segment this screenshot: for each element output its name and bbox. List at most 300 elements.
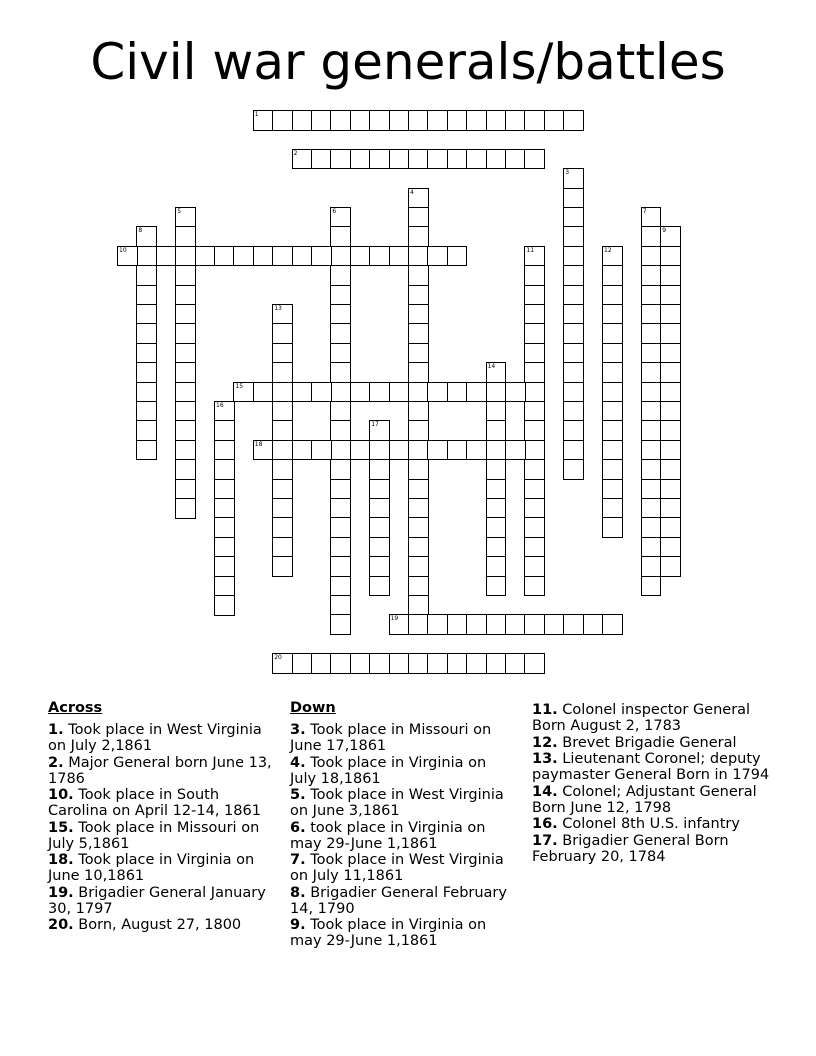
grid-cell[interactable] (136, 382, 157, 403)
grid-cell[interactable] (563, 362, 584, 383)
grid-cell[interactable] (660, 498, 681, 519)
grid-cell[interactable] (660, 246, 681, 267)
grid-cell[interactable] (214, 479, 235, 500)
grid-cell[interactable] (466, 614, 487, 635)
grid-cell[interactable] (272, 110, 293, 131)
grid-cell[interactable] (136, 362, 157, 383)
grid-cell[interactable] (486, 420, 507, 441)
grid-cell[interactable] (330, 420, 351, 441)
grid-cell[interactable] (272, 420, 293, 441)
grid-cell[interactable] (505, 110, 526, 131)
grid-cell[interactable] (272, 382, 293, 403)
grid-cell[interactable] (272, 304, 293, 325)
grid-cell[interactable] (563, 168, 584, 189)
grid-cell[interactable] (641, 226, 662, 247)
grid-cell[interactable] (408, 304, 429, 325)
grid-cell[interactable] (447, 149, 468, 170)
grid-cell[interactable] (660, 382, 681, 403)
grid-cell[interactable] (524, 110, 545, 131)
grid-cell[interactable] (311, 653, 332, 674)
grid-cell[interactable] (175, 285, 196, 306)
grid-cell[interactable] (292, 653, 313, 674)
grid-cell[interactable] (330, 323, 351, 344)
grid-cell[interactable] (350, 149, 371, 170)
grid-cell[interactable] (641, 382, 662, 403)
grid-cell[interactable] (524, 382, 545, 403)
grid-cell[interactable] (311, 149, 332, 170)
grid-cell[interactable] (602, 614, 623, 635)
grid-cell[interactable] (641, 246, 662, 267)
grid-cell[interactable] (660, 285, 681, 306)
grid-cell[interactable] (136, 226, 157, 247)
grid-cell[interactable] (602, 401, 623, 422)
clue-text: Brigadier General January 30, 1797 (48, 884, 266, 917)
grid-cell[interactable] (369, 459, 390, 480)
grid-cell[interactable] (524, 420, 545, 441)
grid-cell[interactable] (214, 517, 235, 538)
grid-cell[interactable] (408, 207, 429, 228)
grid-cell[interactable] (408, 537, 429, 558)
grid-cell[interactable] (486, 537, 507, 558)
grid-cell[interactable] (175, 265, 196, 286)
cell-number: 13 (274, 305, 282, 312)
grid-cell[interactable] (350, 246, 371, 267)
grid-cell[interactable] (486, 440, 507, 461)
grid-cell[interactable] (505, 440, 526, 461)
grid-cell[interactable] (272, 479, 293, 500)
grid-cell[interactable] (544, 110, 565, 131)
grid-cell[interactable] (175, 440, 196, 461)
grid-cell[interactable] (214, 440, 235, 461)
grid-cell[interactable] (330, 382, 351, 403)
grid-cell[interactable] (369, 537, 390, 558)
grid-cell[interactable] (175, 226, 196, 247)
grid-cell[interactable] (524, 498, 545, 519)
grid-cell[interactable] (486, 576, 507, 597)
grid-cell[interactable] (214, 246, 235, 267)
grid-cell[interactable] (447, 614, 468, 635)
grid-cell[interactable] (408, 479, 429, 500)
grid-cell[interactable] (330, 265, 351, 286)
grid-cell[interactable] (272, 537, 293, 558)
grid-cell[interactable] (524, 362, 545, 383)
grid-cell[interactable] (175, 323, 196, 344)
grid-cell[interactable] (408, 285, 429, 306)
grid-cell[interactable] (330, 110, 351, 131)
grid-cell[interactable] (602, 459, 623, 480)
grid-cell[interactable] (660, 362, 681, 383)
grid-cell[interactable] (524, 459, 545, 480)
grid-cell[interactable] (486, 362, 507, 383)
grid-cell[interactable] (563, 459, 584, 480)
across-heading: Across (48, 700, 103, 716)
grid-cell[interactable] (660, 401, 681, 422)
grid-cell[interactable] (641, 537, 662, 558)
grid-cell[interactable] (524, 323, 545, 344)
grid-cell[interactable] (641, 420, 662, 441)
grid-cell[interactable] (660, 459, 681, 480)
grid-cell[interactable] (563, 343, 584, 364)
grid-cell[interactable] (641, 265, 662, 286)
grid-cell[interactable] (195, 246, 216, 267)
grid-cell[interactable] (369, 420, 390, 441)
grid-cell[interactable] (272, 246, 293, 267)
grid-cell[interactable] (311, 382, 332, 403)
grid-cell[interactable] (602, 343, 623, 364)
grid-cell[interactable] (175, 246, 196, 267)
grid-cell[interactable] (408, 149, 429, 170)
grid-cell[interactable] (330, 653, 351, 674)
grid-cell[interactable] (214, 576, 235, 597)
grid-cell[interactable] (272, 653, 293, 674)
grid-cell[interactable] (583, 614, 604, 635)
grid-cell[interactable] (486, 149, 507, 170)
grid-cell[interactable] (311, 110, 332, 131)
grid-cell[interactable] (660, 440, 681, 461)
grid-cell[interactable] (486, 556, 507, 577)
grid-cell[interactable] (369, 653, 390, 674)
grid-cell[interactable] (563, 226, 584, 247)
grid-cell[interactable] (408, 517, 429, 538)
grid-cell[interactable] (524, 517, 545, 538)
grid-cell[interactable] (524, 576, 545, 597)
grid-cell[interactable] (427, 110, 448, 131)
grid-cell[interactable] (272, 517, 293, 538)
grid-cell[interactable] (641, 517, 662, 538)
grid-cell[interactable] (136, 265, 157, 286)
grid-cell[interactable] (117, 246, 138, 267)
grid-cell[interactable] (563, 401, 584, 422)
grid-cell[interactable] (524, 149, 545, 170)
grid-cell[interactable] (369, 517, 390, 538)
grid-cell[interactable] (602, 362, 623, 383)
grid-cell[interactable] (408, 653, 429, 674)
grid-cell[interactable] (505, 382, 526, 403)
grid-cell[interactable] (389, 246, 410, 267)
grid-cell[interactable] (602, 285, 623, 306)
grid-cell[interactable] (505, 614, 526, 635)
grid-cell[interactable] (389, 382, 410, 403)
grid-cell[interactable] (175, 207, 196, 228)
grid-cell[interactable] (524, 304, 545, 325)
grid-cell[interactable] (447, 382, 468, 403)
grid-cell[interactable] (408, 576, 429, 597)
grid-cell[interactable] (602, 265, 623, 286)
grid-cell[interactable] (214, 556, 235, 577)
grid-cell[interactable] (136, 343, 157, 364)
grid-cell[interactable] (136, 285, 157, 306)
grid-cell[interactable] (486, 498, 507, 519)
grid-cell[interactable] (330, 343, 351, 364)
grid-cell[interactable] (408, 110, 429, 131)
grid-cell[interactable] (466, 653, 487, 674)
grid-cell[interactable] (350, 653, 371, 674)
grid-cell[interactable] (563, 614, 584, 635)
grid-cell[interactable] (660, 265, 681, 286)
grid-cell[interactable] (563, 110, 584, 131)
grid-cell[interactable] (136, 401, 157, 422)
grid-cell[interactable] (408, 401, 429, 422)
grid-cell[interactable] (136, 440, 157, 461)
grid-cell[interactable] (602, 304, 623, 325)
grid-cell[interactable] (175, 459, 196, 480)
grid-cell[interactable] (408, 595, 429, 616)
grid-cell[interactable] (408, 614, 429, 635)
grid-cell[interactable] (641, 343, 662, 364)
grid-cell[interactable] (136, 304, 157, 325)
grid-cell[interactable] (602, 420, 623, 441)
grid-cell[interactable] (447, 440, 468, 461)
grid-cell[interactable] (272, 459, 293, 480)
grid-cell[interactable] (486, 459, 507, 480)
grid-cell[interactable] (602, 498, 623, 519)
grid-cell[interactable] (427, 382, 448, 403)
grid-cell[interactable] (486, 401, 507, 422)
grid-cell[interactable] (660, 556, 681, 577)
grid-cell[interactable] (408, 420, 429, 441)
grid-cell[interactable] (563, 265, 584, 286)
grid-cell[interactable] (272, 362, 293, 383)
grid-cell[interactable] (350, 382, 371, 403)
grid-cell[interactable] (233, 382, 254, 403)
grid-cell[interactable] (447, 653, 468, 674)
grid-cell[interactable] (427, 149, 448, 170)
grid-cell[interactable] (641, 459, 662, 480)
grid-cell[interactable] (641, 304, 662, 325)
grid-cell[interactable] (369, 149, 390, 170)
grid-cell[interactable] (214, 459, 235, 480)
grid-cell[interactable] (253, 382, 274, 403)
grid-cell[interactable] (330, 537, 351, 558)
grid-cell[interactable] (292, 149, 313, 170)
grid-cell[interactable] (602, 246, 623, 267)
grid-cell[interactable] (427, 614, 448, 635)
grid-cell[interactable] (408, 459, 429, 480)
grid-cell[interactable] (660, 304, 681, 325)
grid-cell[interactable] (311, 440, 332, 461)
grid-cell[interactable] (311, 246, 332, 267)
grid-cell[interactable] (641, 440, 662, 461)
grid-cell[interactable] (389, 110, 410, 131)
grid-cell[interactable] (602, 440, 623, 461)
grid-cell[interactable] (272, 498, 293, 519)
grid-cell[interactable] (175, 343, 196, 364)
grid-cell[interactable] (466, 110, 487, 131)
grid-cell[interactable] (214, 498, 235, 519)
grid-cell[interactable] (660, 323, 681, 344)
grid-cell[interactable] (660, 537, 681, 558)
grid-cell[interactable] (563, 382, 584, 403)
grid-cell[interactable] (505, 653, 526, 674)
grid-cell[interactable] (486, 614, 507, 635)
grid-cell[interactable] (447, 110, 468, 131)
grid-cell[interactable] (330, 479, 351, 500)
grid-cell[interactable] (175, 420, 196, 441)
grid-cell[interactable] (408, 556, 429, 577)
grid-cell[interactable] (369, 440, 390, 461)
grid-cell[interactable] (292, 440, 313, 461)
grid-cell[interactable] (272, 323, 293, 344)
grid-cell[interactable] (660, 517, 681, 538)
grid-cell[interactable] (272, 343, 293, 364)
grid-cell[interactable] (524, 653, 545, 674)
grid-cell[interactable] (175, 401, 196, 422)
grid-cell[interactable] (330, 207, 351, 228)
grid-cell[interactable] (641, 576, 662, 597)
grid-cell[interactable] (660, 226, 681, 247)
grid-cell[interactable] (563, 323, 584, 344)
grid-cell[interactable] (447, 246, 468, 267)
grid-cell[interactable] (641, 362, 662, 383)
grid-cell[interactable] (330, 556, 351, 577)
grid-cell[interactable] (408, 226, 429, 247)
clue-text: Took place in Virginia on may 29-June 1,1861 (290, 917, 487, 949)
grid-cell[interactable] (660, 479, 681, 500)
grid-cell[interactable] (136, 246, 157, 267)
grid-cell[interactable] (563, 207, 584, 228)
grid-cell[interactable] (486, 517, 507, 538)
grid-cell[interactable] (272, 401, 293, 422)
grid-cell[interactable] (330, 149, 351, 170)
grid-cell[interactable] (408, 323, 429, 344)
grid-cell[interactable] (486, 110, 507, 131)
grid-cell[interactable] (389, 440, 410, 461)
grid-cell[interactable] (175, 479, 196, 500)
grid-cell[interactable] (369, 556, 390, 577)
grid-cell[interactable] (292, 246, 313, 267)
grid-cell[interactable] (350, 440, 371, 461)
grid-cell[interactable] (408, 265, 429, 286)
grid-cell[interactable] (660, 420, 681, 441)
grid-cell[interactable] (330, 226, 351, 247)
grid-cell[interactable] (330, 459, 351, 480)
grid-cell[interactable] (486, 382, 507, 403)
grid-cell[interactable] (175, 382, 196, 403)
grid-cell[interactable] (524, 479, 545, 500)
grid-cell[interactable] (602, 382, 623, 403)
grid-cell[interactable] (641, 498, 662, 519)
grid-cell[interactable] (233, 246, 254, 267)
grid-cell[interactable] (175, 304, 196, 325)
grid-cell[interactable] (253, 440, 274, 461)
grid-cell[interactable] (214, 595, 235, 616)
grid-cell[interactable] (563, 420, 584, 441)
grid-cell[interactable] (214, 401, 235, 422)
grid-cell[interactable] (524, 246, 545, 267)
grid-cell[interactable] (641, 323, 662, 344)
grid-cell[interactable] (563, 188, 584, 209)
grid-cell[interactable] (389, 149, 410, 170)
grid-cell[interactable] (156, 246, 177, 267)
grid-cell[interactable] (330, 401, 351, 422)
grid-cell[interactable] (253, 246, 274, 267)
grid-cell[interactable] (466, 149, 487, 170)
grid-cell[interactable] (369, 498, 390, 519)
grid-cell[interactable] (214, 537, 235, 558)
grid-cell[interactable] (427, 440, 448, 461)
grid-cell[interactable] (408, 440, 429, 461)
grid-cell[interactable] (524, 401, 545, 422)
grid-cell[interactable] (369, 382, 390, 403)
grid-cell[interactable] (369, 479, 390, 500)
grid-cell[interactable] (136, 323, 157, 344)
grid-cell[interactable] (330, 614, 351, 635)
grid-cell[interactable] (427, 653, 448, 674)
grid-cell[interactable] (330, 440, 351, 461)
grid-cell[interactable] (408, 382, 429, 403)
grid-cell[interactable] (466, 382, 487, 403)
grid-cell[interactable] (330, 304, 351, 325)
grid-cell[interactable] (563, 440, 584, 461)
grid-cell[interactable] (408, 188, 429, 209)
grid-cell[interactable] (330, 517, 351, 538)
grid-cell[interactable] (408, 343, 429, 364)
grid-cell[interactable] (369, 576, 390, 597)
grid-cell[interactable] (292, 382, 313, 403)
grid-cell[interactable] (524, 556, 545, 577)
grid-cell[interactable] (408, 498, 429, 519)
grid-cell[interactable] (524, 440, 545, 461)
grid-cell[interactable] (272, 556, 293, 577)
grid-cell[interactable] (641, 207, 662, 228)
grid-cell[interactable] (408, 362, 429, 383)
grid-cell[interactable] (486, 653, 507, 674)
grid-cell[interactable] (330, 595, 351, 616)
grid-cell[interactable] (524, 614, 545, 635)
grid-cell[interactable] (389, 653, 410, 674)
grid-cell[interactable] (641, 401, 662, 422)
grid-cell[interactable] (292, 110, 313, 131)
grid-cell[interactable] (369, 246, 390, 267)
grid-cell[interactable] (330, 576, 351, 597)
grid-cell[interactable] (272, 440, 293, 461)
grid-cell[interactable] (350, 110, 371, 131)
grid-cell[interactable] (330, 362, 351, 383)
grid-cell[interactable] (253, 110, 274, 131)
grid-cell[interactable] (524, 537, 545, 558)
grid-cell[interactable] (602, 323, 623, 344)
grid-cell[interactable] (330, 498, 351, 519)
grid-cell[interactable] (214, 420, 235, 441)
grid-cell[interactable] (389, 614, 410, 635)
grid-cell[interactable] (486, 479, 507, 500)
grid-cell[interactable] (641, 285, 662, 306)
grid-cell[interactable] (330, 246, 351, 267)
grid-cell[interactable] (408, 246, 429, 267)
grid-cell[interactable] (602, 479, 623, 500)
grid-cell[interactable] (136, 420, 157, 441)
grid-cell[interactable] (505, 149, 526, 170)
grid-cell[interactable] (330, 285, 351, 306)
grid-cell[interactable] (641, 479, 662, 500)
grid-cell[interactable] (175, 362, 196, 383)
grid-cell[interactable] (602, 517, 623, 538)
grid-cell[interactable] (466, 440, 487, 461)
grid-cell[interactable] (544, 614, 565, 635)
grid-cell[interactable] (563, 246, 584, 267)
grid-cell[interactable] (524, 343, 545, 364)
grid-cell[interactable] (427, 246, 448, 267)
grid-cell[interactable] (641, 556, 662, 577)
clue-text: Took place in West Virginia on July 2,1861 (48, 722, 262, 754)
grid-cell[interactable] (563, 304, 584, 325)
grid-cell[interactable] (660, 343, 681, 364)
grid-cell[interactable] (563, 285, 584, 306)
grid-cell[interactable] (369, 110, 390, 131)
grid-cell[interactable] (175, 498, 196, 519)
grid-cell[interactable] (524, 265, 545, 286)
grid-cell[interactable] (524, 285, 545, 306)
